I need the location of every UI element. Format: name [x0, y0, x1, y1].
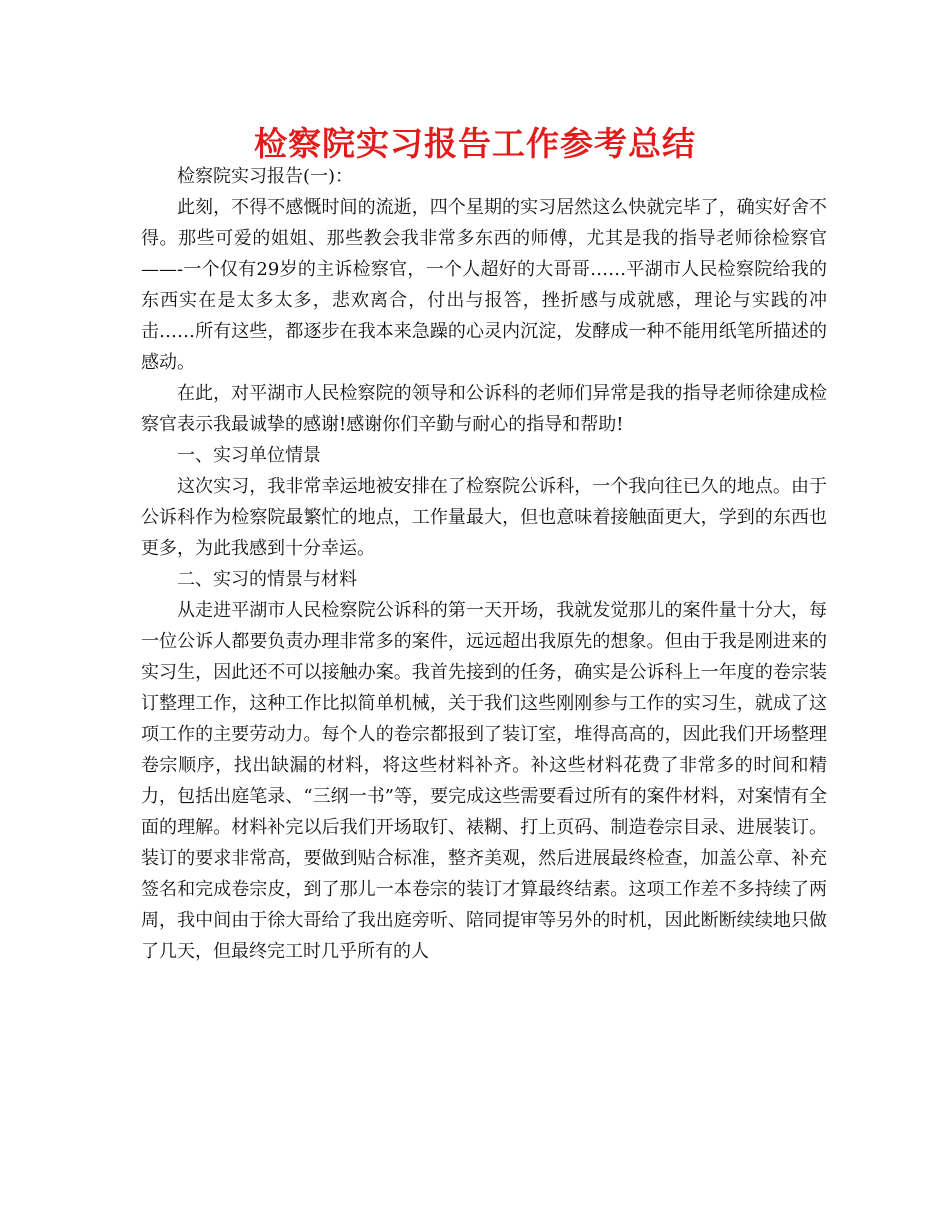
document-body: [141, 161, 827, 967]
paragraph-unit: 这次实习，我非常幸运地被安排在了检察院公诉科，一个我向往已久的地点。由于公诉科作为检察院最繁忙的地点，工作量最大，但也意味着接触面更大，学到的东西也更多，为此我感到十分幸运。: [141, 476, 827, 559]
paragraph-intro: 此刻，不得不感慨时间的流逝，四个星期的实习居然这么快就完毕了，确实好舍不得。那些可爱的姐姐、那些教会我非常多东西的师傅，尤其是我的指导老师徐检察官——-一个仅有29岁的主诉检察官，一个人超好的大哥哥……平湖市人民检察院给我的东西实在是太多太多，悲欢离合，付出与报答，挫折感与成就感，理论与实践的冲击……所有这些，都逐步在我本来急躁的心灵内沉淀，发酵成一种不能用纸笔所描述的感动。: [141, 197, 827, 373]
document-title: 检察院实习报告工作参考总结: [254, 124, 696, 163]
paragraph-thanks: 在此，对平湖市人民检察院的领导和公诉科的老师们异常是我的指导老师徐建成检察官表示我最诚挚的感谢!感谢你们辛勤与耐心的指导和帮助!: [141, 383, 827, 435]
section-heading-unit: 一、实习单位情景: [177, 445, 321, 466]
section-heading-content: 二、实习的情景与材料: [177, 569, 357, 590]
paragraph-content: 从走进平湖市人民检察院公诉科的第一天开场，我就发觉那儿的案件量十分大，每一位公诉人都要负责办理非常多的案件，远远超出我原先的想象。但由于我是刚进来的实习生，因此还不可以接触办案。我首先接到的任务，确实是公诉科上一年度的卷宗装订整理工作，这种工作比拟简单机械，关于我们这些刚刚参与工作的实习生，就成了这项工作的主要劳动力。每个人的卷宗都报到了装订室，堆得高高的，因此我们开场整理卷宗顺序，找出缺漏的材料，将这些材料补齐。补这些材料花费了非常多的时间和精力，包括出庭笔录、“三纲一书”等，要完成这些需要看过所有的案件材料，对案情有全面的理解。材料补完以后我们开场取钉、裱糊、打上页码、制造卷宗目录、进展装订。装订的要求非常高，要做到贴合标准，整齐美观，然后进展最终检查，加盖公章、补充签名和完成卷宗皮，到了那儿一本卷宗的装订才算最终结素。这项工作差不多持续了两周，我中间由于徐大哥给了我出庭旁听、陪同提审等另外的时机，因此断断续续地只做了几天，但最终完工时几乎所有的人: [141, 600, 827, 962]
report-subtitle: 检察院实习报告(一)：: [177, 166, 354, 187]
